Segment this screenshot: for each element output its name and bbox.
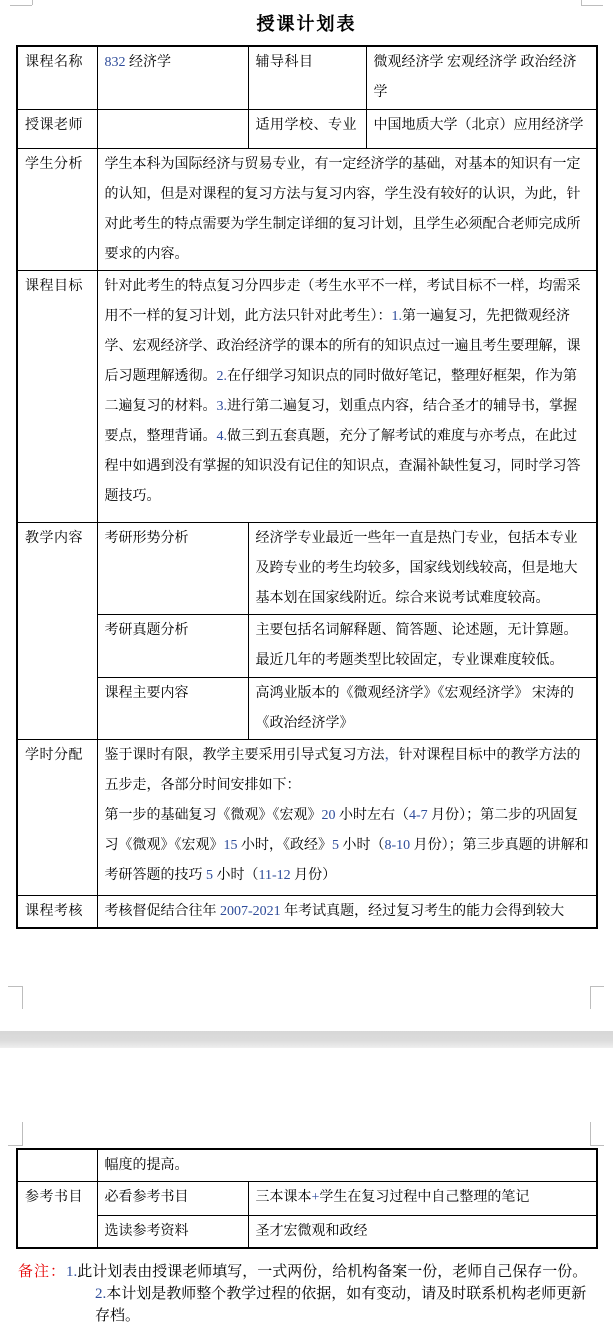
label-past-paper-analysis: 考研真题分析	[97, 614, 248, 677]
label-main-course-content: 课程主要内容	[97, 677, 248, 739]
table-row-course-assessment	[17, 895, 597, 928]
table-row-teaching-content-3	[17, 677, 597, 739]
table-row-assessment-continued	[17, 1149, 597, 1182]
remark-line-2	[95, 1283, 598, 1327]
remarks-label: 备注：	[18, 1264, 67, 1280]
table-row-student-analysis	[17, 148, 597, 270]
remark-line-1	[18, 1261, 598, 1283]
value-past-paper-analysis: 主要包括名词解释题、简答题、论述题，无计算题。最近几年的考题类型比较固定，专业课难度较低。	[248, 614, 597, 677]
value-course-name: 832 经济学	[97, 46, 248, 109]
value-assessment-continued: 幅度的提高。	[97, 1149, 597, 1182]
crop-mark-p1-bottom-right-v	[590, 986, 591, 1009]
crop-mark-p1-bottom-left-v	[22, 986, 23, 1009]
page-break-gap	[0, 1031, 613, 1048]
remarks-block	[18, 1261, 598, 1327]
value-must-read-references: 三本课本+学生在复习过程中自己整理的笔记	[248, 1182, 597, 1216]
label-reference-books: 参考书目	[17, 1182, 97, 1249]
table-row-course-name	[17, 46, 597, 109]
page-title: 授课计划表	[256, 14, 357, 34]
value-course-assessment: 考核督促结合往年 2007-2021 年考试真题，经过复习考生的能力会得到较大	[97, 895, 597, 928]
crop-mark-p1-bottom-left-h	[8, 986, 22, 987]
value-optional-references: 圣才宏微观和政经	[248, 1216, 597, 1249]
value-exam-situation-analysis: 经济学专业最近一些年一直是热门专业，包括本专业及跨专业的考生均较多，国家线划线较高，但是地大基本划在国家线附近。综合来说考试难度较高。	[248, 522, 597, 614]
hour-allocation-paragraph-2: 第一步的基础复习《微观》《宏观》20 小时左右（4-7 月份）；第二步的巩固复习《微观》《宏观》15 小时，《政经》5 小时（8-10 月份）；第三步真题的讲解和考研答题的技巧 5 小时（11-12 月份）	[104, 807, 589, 883]
table-row-teaching-content-2	[17, 614, 597, 677]
label-course-assessment: 课程考核	[17, 895, 97, 928]
table-row-reference-books-1	[17, 1182, 597, 1216]
label-course-name: 课程名称	[17, 46, 97, 109]
value-main-course-content: 高鸿业版本的《微观经济学》《宏观经济学》 宋涛的《政治经济学》	[248, 677, 597, 739]
value-course-goal: 针对此考生的特点复习分四步走（考生水平不一样，考试目标不一样，均需采用不一样的复习计划，此方法只针对此考生）：1.第一遍复习，先把微观经济学、宏观经济学、政治经济学的课本的所有的知识点过一遍且考生要理解，课后习题理解透彻。2.在仔细学习知识点的同时做好笔记，整理好框架，作为第二遍复习的材料。3.进行第二遍复习，划重点内容，结合圣才的辅导书，掌握要点，整理背诵。4.做三到五套真题，充分了解考试的难度与亦考点，在此过程中如遇到没有掌握的知识没有记住的知识点，查漏补缺性复习，同时学习答题技巧。	[97, 270, 597, 522]
teaching-plan-table	[16, 45, 598, 929]
table-row-hour-allocation	[17, 739, 597, 895]
label-optional-references: 选读参考资料	[97, 1216, 248, 1249]
value-student-analysis: 学生本科为国际经济与贸易专业，有一定经济学的基础，对基本的知识有一定的认知，但是对课程的复习方法与复习内容，学生没有较好的认识，为此，针对此考生的特点需要为学生制定详细的复习计划，且学生必须配合老师完成所要求的内容。	[97, 148, 597, 270]
teaching-plan-table-continued	[16, 1148, 598, 1249]
label-student-analysis: 学生分析	[17, 148, 97, 270]
label-teaching-content: 教学内容	[17, 522, 97, 739]
crop-mark-p2-top-left-h	[8, 1145, 22, 1146]
label-must-read-references: 必看参考书目	[97, 1182, 248, 1216]
remark-1-text: 1.此计划表由授课老师填写，一式两份，给机构备案一份，老师自己保存一份。	[66, 1264, 588, 1280]
label-teacher: 授课老师	[17, 109, 97, 148]
label-empty-continuation	[17, 1149, 97, 1182]
label-applicable-school-major: 适用学校、专业	[248, 109, 366, 148]
remark-2-text: 2.本计划是教师整个教学过程的依据，如有变动，请及时联系机构老师更新存档。	[95, 1286, 587, 1324]
value-applicable-school-major: 中国地质大学（北京）应用经济学	[366, 109, 597, 148]
table-row-teacher	[17, 109, 597, 148]
crop-mark-top-right-h	[581, 5, 603, 6]
label-hour-allocation: 学时分配	[17, 739, 97, 895]
value-tutoring-subjects: 微观经济学 宏观经济学 政治经济学	[366, 46, 597, 109]
label-course-goal: 课程目标	[17, 270, 97, 522]
crop-mark-top-right-v	[581, 0, 582, 5]
label-tutoring-subjects: 辅导科目	[248, 46, 366, 109]
crop-mark-top-left-h	[10, 5, 32, 6]
crop-mark-p2-top-left-v	[22, 1122, 23, 1146]
crop-mark-p2-top-right-h	[590, 1145, 604, 1146]
value-teacher-empty	[97, 109, 248, 148]
value-hour-allocation	[97, 739, 597, 895]
crop-mark-p1-bottom-right-h	[590, 986, 604, 987]
hour-allocation-paragraph-1: 鉴于课时有限，教学主要采用引导式复习方法，针对课程目标中的教学方法的五步走，各部分时间安排如下：	[104, 747, 581, 793]
crop-mark-top-left-v	[32, 0, 33, 5]
crop-mark-p2-top-right-v	[590, 1122, 591, 1146]
table-row-reference-books-2	[17, 1216, 597, 1249]
table-row-teaching-content-1	[17, 522, 597, 614]
table-row-course-goal	[17, 270, 597, 522]
label-exam-situation-analysis: 考研形势分析	[97, 522, 248, 614]
